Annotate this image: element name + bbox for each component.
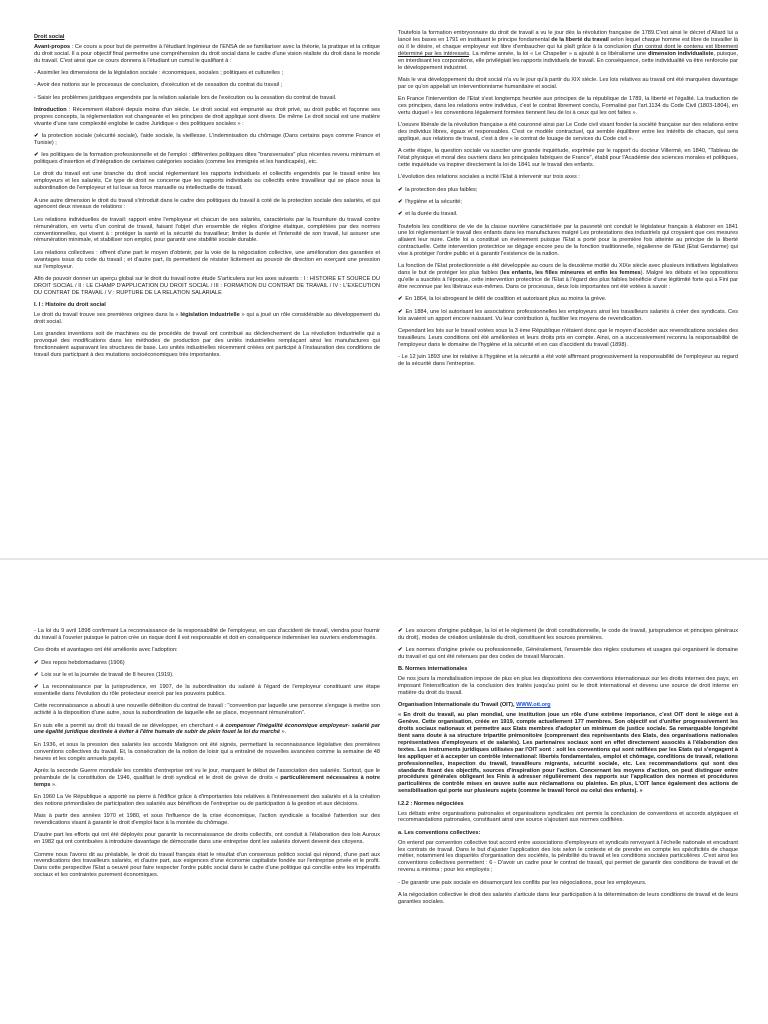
paragraph	[34, 832, 380, 846]
paragraph	[398, 187, 738, 194]
paragraph	[34, 794, 380, 808]
text-run: D'autre part les efforts qui ont été déployés pour garantir la reconnaissance de droits collectifs, ont conduit à l'élaboration des lois Auroux en 1982 qui ont contribuées à introduire davantage de démocratie dans une entreprise dont les salariés doivent devenir des citoyens.	[34, 832, 380, 846]
checkmark-icon: ✔	[398, 308, 403, 315]
text-run: Le droit du travail est une branche du droit social réglementant les rapports individuels et collectifs engendrés par le travail entre les employeurs et les salariés, Ce type de droit ne concerne que les rapports individuels ou collectifs entre travailleur qui se place sous la subordination de l'employeur et lui loue sa force manuelle ou intellectuelle de travail.	[34, 171, 380, 192]
text-run: B. Normes internationales	[398, 666, 468, 673]
paragraph	[398, 224, 738, 259]
text-run: Droit social	[34, 34, 65, 40]
text-run: A cette étape, la question sociale va susciter une grande inquiétude, exprimée par le rapport du docteur Villermé, en 1840, "Tableau de l'état physique et moral des ouvriers dans les principales fabriques de France", établi pour l'Académie des sciences morales et politiques, cette inquiétude va inspirer directement la loi de 1841 sur le travail des enfants.	[398, 148, 738, 169]
text-run: ».	[50, 781, 57, 788]
text-run: Ces droits et avantages ont été améliorés avec l'adoption:	[34, 647, 178, 654]
paragraph	[34, 95, 380, 102]
paragraph	[398, 811, 738, 825]
paragraph	[398, 174, 738, 181]
checkmark-icon: ✔	[398, 186, 403, 193]
checkmark-icon: ✔	[398, 211, 403, 218]
text-run: la protection des plus faibles;	[403, 186, 478, 193]
paragraph	[398, 880, 738, 887]
text-run: En 1864, la loi abrogeant le délit de coalition et autorisant plus au moins la grève.	[403, 296, 607, 303]
section-heading	[398, 801, 738, 808]
paragraph	[398, 892, 738, 906]
paragraph	[34, 331, 380, 359]
text-run: « En droit du travail, au plan mondial, une institution joue un rôle d'une extrême importance, c'est OIT dont le siège est à Genève. Cette organisation, créée en 1919, compte actuellement 177 membres. Son objectif est d'unifier progressivement les droits sociaux nationaux et permettre aux Etats membres d'adopter un minimum de justice sociale. Sa remarquable longévité tient sans doute à sa structure tripartite prémonitoire (comprenant des représentants des Etats, des organisations nationales représentatives d'employeurs et de salariés). Les partenaires sociaux sont en effet directement associés à l'élaboration des textes. Les instruments juridiques utilisées par l'OIT sont : soit les conventions qui sont ratifiées par les Etats qui s'engagent à les appliquer et à accepter un contrôle international: libertés fondamentales, emploi et chômage, conditions de travail, relations professionnelles, inspection du travail, travailleurs migrants, sécurité sociale, etc. Les recommandations qui sont des standards fixant des objectifs, sources d'inspiration pour l'action. Concernant les moyens d'action, on peut distinguer entre procédures générales obligeant les Finis à adresser régulièrement des rapports sur l'application des normes et procédures particulières de contrôle mises en œuvre suite aux réclamations ou plaintes. En plus, L'OIT lance également des actions de sensibilisation qui porte sur plusieurs sujets (comme le travail forcé ou celui des enfants). »	[398, 712, 738, 795]
text-run: les enfants, les filles mineures et enfin les femmes	[501, 270, 641, 277]
text-run: A une autre dimension le droit du travail s'introduit dans le cadre des politiques du travail à coté de la protection sociale des salariés, et qui agencent deux niveaux de relations :	[34, 197, 380, 211]
page2-right-column	[398, 628, 738, 1024]
text-run: Les relations collectives : offrent d'une part le moyen d'obtenir, par la voie de la négociation collective, une amélioration des garanties et avantages issus du code du travail ; et d'autre part, ils permettent de résister licitement au pouvoir de direction en exerçant une pression sur l'employeur.	[34, 249, 380, 270]
paragraph	[398, 647, 738, 661]
page1-right-column	[398, 30, 738, 556]
text-run: Introduction	[34, 106, 67, 113]
text-run: Comme nous l'avons dit au préalable, le droit du travail français était le résultat d'un consensus politico social qui répond, d'une part aux revendications des travailleurs salariés, et d'autre part, aux exigences d'une économie capitaliste fondée sur l'entreprise privée et le profit. Dans cette perspective l'Etat a oeuvré pour faire respecter l'ordre public social dans le cadre d'une politique qui concilie entre les impératifs sociaux et les contraintes purement économiques.	[34, 851, 380, 879]
text-run: Les relations individuelles de travail: rapport entre l'employeur et chacun de ses salariés, caractérisés par la fourniture du travail contre rémunération, en vertu d'un contrat de travail, faisant l'objet d'un ensemble de règles d'origine étatique, complétées par des normes conventionnelles, qui visent à : protéger la santé et la sécurité du travailleur; limiter la durée et l'intensité de son travail, lui assurer une rémunération minimale, et stabiliser son emploi, pour garantir une stabilité sociale durable.	[34, 216, 380, 244]
paragraph	[34, 312, 380, 326]
text-run: I.2.2 : Normes négociées	[398, 800, 464, 807]
text-run: Mais à partir des années 1970 et 1980, et sous l'influence de la crise économique, l'action syndicale a focalisé l'attention sur des revendications visant à garantir le droit d'emploi face à la montée du chômage.	[34, 813, 380, 827]
text-run: la protection sociale (sécurité sociale), l'aide sociale, la vieillesse. L'indemnisation du chômage (Dans certains pays comme France et Tunisie) ;	[34, 133, 380, 146]
section-heading	[398, 666, 738, 673]
checkmark-icon: ✔	[34, 671, 39, 678]
text-run: Cependant les lois sur le travail votées sous la 3 ème République n'étaient donc que le moyen d'accéder aux revendications sociales des travailleurs. Leurs conditions ont été améliorées et leurs droits pris en compte. Ainsi, on a successivement reconnu la responsabilité de l'employeur dans le domaine de l'hygiène et la sécurité et en cas d'accident du travail (1898).	[398, 327, 738, 348]
paragraph	[34, 217, 380, 245]
text-run: On entend par convention collective tout accord entre associations d'employeurs et syndicats renvoyant à l'échelle nationale et encadrant les contrats de travail. Dans le but d'ajuster l'application des lois selon le contexte et de prendre en compte les spécificités de chaque métier, notamment les disparités d'organisation des sociétés, la pénibilité du travail et les conditions sociales particulières .C'est ainsi les conventions collectives permettent : 6 - D'avoir un cadre pour le contrat de travail, qui permet de garantir des conditions de travail et de revenu a minima ; pour les employés ;	[398, 839, 738, 874]
text-run: » qui a joué un rôle considérable au développement du droit social.	[34, 311, 380, 325]
text-run: les politiques de la formation professionnelle et de l'emploi : différentes politiques dites "transversales" plus récentes revenu minimum et politiques d'insertion et d'intégration de certaines catégories sociales (comme les immigrés et les handicapés), etc.	[34, 152, 380, 166]
page2-left-column	[34, 628, 380, 1024]
text-run: ».	[279, 729, 287, 736]
paragraph	[34, 647, 380, 654]
text-run: De nos jours la mondialisation impose de plus en plus les dispositions des conventions internationaux sur les droits internes des pays, en imposant l'intensification de la conclusion des traités jusqu'au point ou le droit international et devenu une source de droit interne en matière du droit du travail.	[398, 676, 738, 697]
text-run: La reconnaissance par la jurisprudence, en 1907, de la subordination du salarié à l'égard de l'employeur constituant une étape essentielle dans l'évolution du rôle protecteur exercé par les pouvoirs publics.	[34, 684, 380, 697]
text-run: Mais le vrai développement du droit social n'a vu le jour qu'à partir du XIX siècle. Les lois relatives au travail ont été marquées davantage par ce qu'on appelait un interventionnisme humanitaire et social.	[398, 76, 738, 90]
paragraph	[34, 152, 380, 166]
paragraph	[398, 77, 738, 91]
paragraph	[34, 250, 380, 271]
paragraph	[34, 660, 380, 667]
text-run: Lois sur le et la journée de travail de 8 heures (1919).	[39, 671, 174, 678]
paragraph	[398, 148, 738, 169]
paragraph	[398, 296, 738, 303]
text-run: selon lequel chaque homme est libre de travailler là où il le désire, et chaque employeur est libre d'embaucher qui lui plaît grâce à la conclusion	[398, 36, 738, 50]
paragraph	[34, 742, 380, 763]
text-run: Les grandes inventions soit de machines ou de procédés de travail ont contribué au déclenchement de La révolution industrielle qui a provoqué des modifications dans les méthodes de production par des unités industrielles remplaçant ainsi les manufactures qui fonctionnaient auparavant les structures de base. Les unités industrielles récemment créées ont participé à l'instauration des conditions de travail durs participant à des mutations socioéconomiques très importantes.	[34, 331, 380, 358]
text-run: I. I : Histoire du droit social	[34, 301, 106, 308]
text-run: Avant-propos	[34, 43, 71, 50]
text-run: En 1884, une loi autorisant les associations professionnelles les employeurs ainsi les travailleurs salariés à créer des syndicats. Ces lois avaient un apport encore naissant. Vu leur contribution à, faciliter les moyens de revendication.	[398, 308, 738, 322]
paragraph	[398, 328, 738, 349]
text-run: Les normes d'origine privée ou professionnelle, Généralement, l'ensemble des règles coutumes et usages qui organisent le domaine du travail et qui ont été retenues par des codes de travail Marocain.	[398, 647, 738, 661]
paragraph	[34, 276, 380, 297]
checkmark-icon: ✔	[34, 684, 39, 691]
text-run: Toutefois les conditions de vie de la classe ouvrière caractérisée par la pauvreté ont conduit le législateur français à élaborer en 1841 une loi réglementant le travail des enfants dans les manufactures malgré Les protestations des industriels qui croyaient que ces mesures allaient leur nuire. Cette loi a constitué un événement puisque l'Etat a porté pour la première fois atteinte au principe de la liberté contractuelle. Cette intervention protectrice se dégage encore peu de la fonction traditionnelle, régalienne de l'Etat (Etat Gendarme) qui vise à protéger l'ordre public et à garantir l'existence de la nation.	[398, 223, 738, 258]
section-heading	[398, 830, 738, 837]
paragraph	[34, 768, 380, 789]
text-run: - Avoir des notions sur le processus de conclusion, d'exécution et de cessation du contrat du travail ;	[34, 82, 283, 89]
paragraph	[398, 211, 738, 218]
text-run: En 1960 La Ve République a apporté sa pierre à l'édifice grâce à d'importantes lois relatives à l'intéressement des salariés et à la création des notions primordiales de participation des salariés aux bénéfices de l'entreprise ou de participation à la gestion et aux décisions.	[34, 793, 380, 807]
paragraph	[398, 676, 738, 697]
text-run: - Saisir les problèmes juridiques engendrés par la relation salariale lors de l'exécution ou la cessation du contrat de travail.	[34, 94, 337, 101]
paragraph	[398, 628, 738, 642]
paragraph	[34, 171, 380, 192]
text-run: a. Les conventions collectives:	[398, 829, 481, 836]
text-run: particulièrement nécessaires à notre temps	[34, 774, 380, 788]
checkmark-icon: ✔	[34, 659, 39, 666]
paragraph	[398, 354, 738, 368]
paragraph	[398, 122, 738, 143]
text-run: Le droit du travail trouve ses premières origines dans la «	[34, 311, 181, 318]
text-run: dimension individualiste	[647, 50, 714, 57]
paragraph	[398, 840, 738, 875]
paragraph	[398, 712, 738, 795]
text-run: Les sources d'origine publique, la loi et le règlement (le droit constitutionnelle, le code de travail, jurisprudence et principes généraux du droit), modes de création unilatérale du droit, constituent les sources premières.	[398, 628, 738, 641]
text-run: et la durée du travail.	[403, 211, 458, 218]
checkmark-icon: ✔	[398, 647, 403, 654]
paragraph	[34, 70, 380, 77]
text-run: Les débats entre organisations patronales et organisations syndicales ont permis la conclusion de conventions et accords atypiques et recommandations patronales, constituant ainsi une source s'ajoutant aux normes codifiées.	[398, 810, 738, 824]
paragraph	[34, 813, 380, 827]
checkmark-icon: ✔	[398, 198, 403, 205]
text-run: Afin de pouvoir donner un aperçu global sur le droit du travail notre étude S'articulera sur les axes suivants : I : HISTOIRE ET SOURCE DU DROIT SOCIAL / II : LE CHAMP D'APPLICATION DU DROIT SOCIAL / III : FORMATION DU CONTRAT DE TRAVAIL / IV : L'EXECUTION DU CONTRAT DE TRAVAIL / V : RUPTURE DE LA RELATION SALARIALE	[34, 275, 380, 296]
text-run: , puisque, en interdisant les corporations, elle privilégiait les rapports individuels de travail. En conséquence, cette individualité va être renforcée par le développement industriel.	[398, 50, 738, 71]
section-heading	[34, 302, 380, 309]
paragraph	[34, 82, 380, 89]
document-page-2	[0, 560, 768, 1024]
text-run: : Ce cours a pour but de permettre à l'étudiant Ingénieur de l'ENSA de se familiariser avec la théorie, la pratique et la critique du droit social. Il a pour objectif final permettre une compréhension du droit social dans le cadre d'une vision réaliste du droit dans le monde du travail. C'est ainsi que ce cours donnera à l'étudiant un cumul le qualifiant à :	[34, 43, 380, 64]
text-run: - Assimiler les dimensions de la législation sociale : économiques, sociales ; politiques et culturelles ;	[34, 70, 284, 77]
text-run: législation industrielle	[180, 311, 240, 318]
paragraph	[34, 628, 380, 642]
text-run: - La loi du 9 avril 1898 confirmant La reconnaissance de la responsabilité de l'employeur, en cas d'accident de travail, viendra pour fournir du travail à l'ouvrier puisque le patron crée un risque dont il est responsable et doit en conséquence indemniser les ouvriers endommagés.	[34, 628, 380, 641]
text-run: l'hygiène et la sécurité;	[403, 198, 462, 205]
text-run: En 1936, et sous la pression des salariés les accords Matignon ont été signés, permettant la reconnaissance législative des premières conventions collectives du travail. Et, la consécration de la notion de loisir qui a entraîné de nouvelles avancées comme la semaine de 48 heures et les congés annuels payés.	[34, 741, 380, 762]
paragraph	[398, 30, 738, 71]
text-run: . La même année, la loi « Le Chapelier » a ajouté à ce libéralisme une	[469, 50, 648, 57]
text-run: Après la seconde Guerre mondiale les comités d'entreprise ont vu le jour, marquant le début de l'association des salariés. Surtout, que le préambule de la constitution de 1946, qualifiait le droit syndical et le droit de grève de droits «	[34, 767, 380, 781]
page1-left-column	[34, 34, 380, 556]
text-run: Cette reconnaissance a abouti à une nouvelle définition du contrat de travail : "convention par laquelle une personne s'engage à mettre son activité à la disposition d'une autre, sous la subordination de laquelle elle se place, moyennant rémunération".	[34, 703, 380, 717]
oit-link[interactable]: WWW.oit.org	[516, 702, 551, 709]
paragraph	[34, 44, 380, 65]
text-run: ). Malgré les débats et les oppositions qu'elle a suscités à l'époque, cette intervention protectrice de l'Etat à l'égard des plus faibles bénéficie d'une légitimité forte qui a Fini par être reconnue par les libéraux eux-mêmes. Dans ce processus, deux lois importantes ont été votées à savoir :	[398, 270, 738, 291]
text-run: Organisation Internationale du Travail (OIT),	[398, 702, 517, 709]
paragraph	[398, 309, 738, 323]
text-run: Toutefois la formation embryonnaire du droit de travail a vu le jour dès la révolution française de 1789.C'est ainsi le décret d'Allard lui a lancé les bases en 1791 en instituant le principe fondamental	[398, 30, 738, 43]
checkmark-icon: ✔	[34, 152, 39, 159]
text-run: L'oeuvre libérale de la révolution française a été couronné ainsi par Le Code civil visant fonder la société française sur des relations entre des individus libres, égaux et responsables. C'est ce modèle contractuel, qui semble équilibrer entre les intérêts de chacun, qui sera appliqué, aux relations de travail, c'est à dire « le contrat de louage de services du Code civil ».	[398, 122, 738, 142]
checkmark-icon: ✔	[34, 133, 39, 140]
paragraph	[34, 852, 380, 880]
checkmark-icon: ✔	[398, 296, 403, 303]
paragraph	[34, 198, 380, 212]
checkmark-icon: ✔	[398, 628, 403, 634]
text-run: - De garantir une paix sociale en désamorçant les conflits par les négociations, pour les employeurs.	[398, 879, 647, 886]
text-run: L'évolution des relations sociales a incité l'Etat à intervenir sur trois axes :	[398, 174, 580, 181]
paragraph	[34, 107, 380, 128]
text-run: En France l'intervention de l'Etat s'est longtemps heurtée aux principes de la république de 1789, la liberté et l'égalité. La traduction de ces principes, dans les relations entre individus, c'est le contrat librement conclu, Formalisé par l'art.1134 du Code Civil (1803-1804), en vertu duquel « les conventions légalement formées tiennent lieu de loi à ceux qui les ont faites ».	[398, 96, 738, 116]
paragraph	[398, 199, 738, 206]
paragraph	[34, 672, 380, 679]
text-run: En suis elle a permit au droit du travail de se développer, en cherchant «	[34, 722, 221, 729]
text-run: : Récemment élaboré depuis moins d'un siècle. Le droit social est emprunté au droit privé, au droit public et façonne ses propres concepts, la réglementation est changeante et les principes de droit appliqué sont divers. De même Le droit social est une matière vivante d'une rare complexité englobe le cadre Juridique « des politiques sociales » :	[34, 106, 380, 127]
paragraph	[398, 263, 738, 291]
text-run: de la liberté du travail	[551, 36, 609, 43]
text-run: La fonction de l'Etat protectionniste a été développée au cours de la deuxième moitié du XIXe siècle avec plusieurs initiatives législatives dans le but de protéger les plus faibles (	[398, 263, 738, 277]
paragraph	[34, 703, 380, 717]
text-run: A la négociation collective le droit des salariés s'articule dans leur participation à la détermination de leurs conditions de travail et de leurs garanties sociales.	[398, 891, 738, 905]
text-run: Des repos hebdomadaires (1906)	[39, 659, 125, 666]
text-run: à compenser l'inégalité économique employeur- salarié par une égalité juridique destinée à éviter à l'être humain de subir de plein fouet la loi du marché	[34, 722, 380, 736]
paragraph	[34, 723, 380, 737]
text-run: - Le 12 juin 1893 une loi relative à l'hygiène et la sécurité a été voté affirmant progressivement la responsabilité de l'employeur au regard de la sécurité dans l'entreprise.	[398, 354, 738, 367]
section-heading	[34, 34, 380, 41]
text-run: d'un contrat dont le contenu est librement déterminé par les intéressés	[398, 43, 738, 57]
paragraph	[34, 133, 380, 147]
paragraph	[34, 684, 380, 698]
section-heading	[398, 702, 738, 709]
paragraph	[398, 96, 738, 117]
